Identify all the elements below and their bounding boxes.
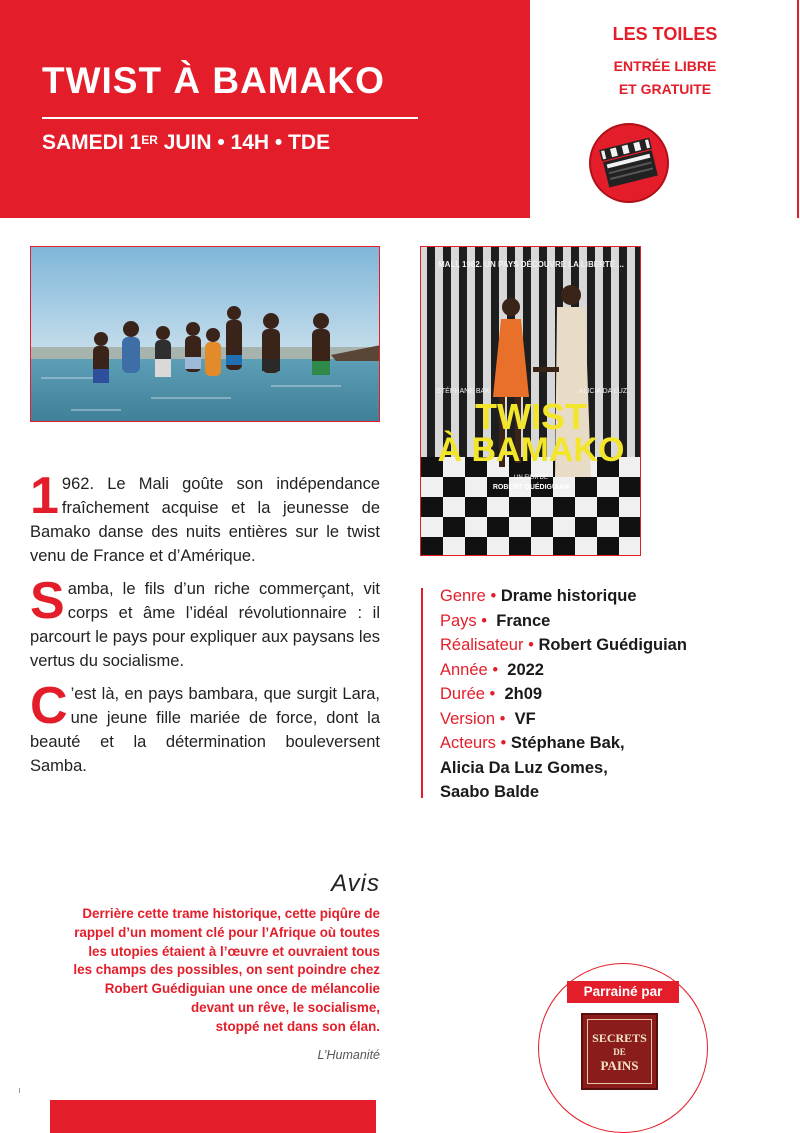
review-quote-line: stoppé net dans son élan. [215,1018,380,1034]
film-clapper-icon [588,122,670,204]
dropcap-3: C [30,677,68,735]
info-value: Robert Guédiguian [538,636,687,654]
review-heading: Avis [331,870,380,897]
info-label: Année [440,660,488,679]
info-label: Version [440,709,496,728]
film-info-list [440,584,780,805]
review-quote [20,905,380,1037]
synopsis-paragraph-3 [30,677,380,778]
page-mark [19,1088,20,1093]
info-value: Drame historique [500,587,637,605]
poster-actor-right: ALICIA DA LUZ [578,388,628,395]
info-separator: • [481,611,488,630]
info-row-duree [440,682,780,707]
footer-bar [50,1100,376,1133]
brand-subtitle-1: ENTRÉE LIBRE [613,58,717,74]
session-day: SAMEDI 1 [42,131,142,154]
info-value: Stéphane Bak, [510,734,625,752]
film-still-photo [30,246,380,422]
info-label: Durée [440,685,485,703]
info-label: Genre [440,587,486,605]
synopsis-paragraph-1 [30,467,380,568]
brand-border [797,0,799,218]
info-separator: • [492,660,499,679]
brand-name: LES TOILES [612,24,718,44]
review-source: L’Humanité [317,1048,380,1062]
dropcap-1: 1 [30,467,59,525]
info-label: Pays [440,611,477,630]
poster-credit-1: UN FILM DE [513,475,549,481]
poster-title-2: À BAMAKO [437,431,625,469]
sponsor-logo-line-1: SECRETS [592,1030,647,1045]
synopsis-paragraph-2 [30,572,380,673]
info-separator: • [489,685,496,703]
sponsor-logo-frame [587,1019,652,1084]
review-quote-line: Derrière cette trame historique, cette piqûre de [82,906,380,921]
poster-title-1: TWIST [475,396,587,437]
review-quote-line: rappel d’un moment clé pour l’Afrique où toutes [74,924,380,940]
poster-actor-left: STÉPHANE BAK [436,388,490,395]
synopsis-text-2: amba, le fils d’un riche commerçant, vit corps et âme l’idéal révolutionnaire : il parcourt le pays pour expliquer aux paysans les vertus du socialisme. [30,580,380,670]
info-row-annee [440,658,780,683]
film-poster [420,246,641,556]
info-value: France [496,611,551,630]
session-info [42,131,330,155]
info-separator: • [500,734,507,752]
sponsor-logo [581,1013,658,1090]
info-row-acteurs [440,731,780,756]
synopsis [30,467,380,787]
review-quote-line: les champs des possibles, on sent poindre chez [73,962,380,978]
info-label: Acteurs [440,734,496,752]
session-day-sup: ER [141,133,158,147]
info-actors-continued-2: Saabo Balde [440,783,540,801]
info-actors-continued-1: Alicia Da Luz Gomes, [440,758,608,777]
review-quote-line: devant un rêve, le socialisme, [190,999,380,1015]
info-separator: • [528,636,534,654]
header-banner [0,0,530,218]
sponsor-logo-line-2: DE [613,1046,626,1057]
poster-tagline: MALI, 1962. UN PAYS DÉCOUVRE LA LIBERTÉ ... [438,260,624,269]
title-divider [42,117,418,119]
sponsor-logo-line-3: PAINS [600,1057,639,1073]
sponsor-label: Parrainé par [567,981,679,1003]
info-separator: • [499,709,506,728]
dropcap-2: S [30,572,65,630]
poster-credit-2: ROBERT GUÉDIGUIAN [492,484,570,491]
info-row-pays [440,609,780,634]
session-rest: JUIN • 14H • TDE [157,131,331,154]
info-separator: • [490,587,497,605]
synopsis-text-3: ’est là, en pays bambara, que surgit Lara, une jeune fille mariée de force, dont la beauté et la détermination bouleversent Samba. [30,685,380,775]
info-row-realisateur [440,633,780,658]
film-title: TWIST À BAMAKO [42,60,385,101]
review-quote-line: les utopies étaient à l’œuvre et ouvraient tous [88,943,380,959]
review-quote-line: Robert Guédiguian une once de mélancolie [104,981,380,997]
info-row-genre [440,584,780,609]
synopsis-text-1: 962. Le Mali goûte son indépendance fraîchement acquise et la jeunesse de Bamako danse des nuits entières sur le twist venu de France et d’Amérique. [30,475,380,565]
info-label: Réalisateur [440,636,524,654]
info-value: VF [514,709,536,728]
info-value: 2h09 [504,685,543,703]
brand-subtitle-2: ET GRATUITE [618,81,712,97]
info-row-version [440,707,780,732]
info-divider [421,588,423,798]
info-value: 2022 [507,660,544,679]
